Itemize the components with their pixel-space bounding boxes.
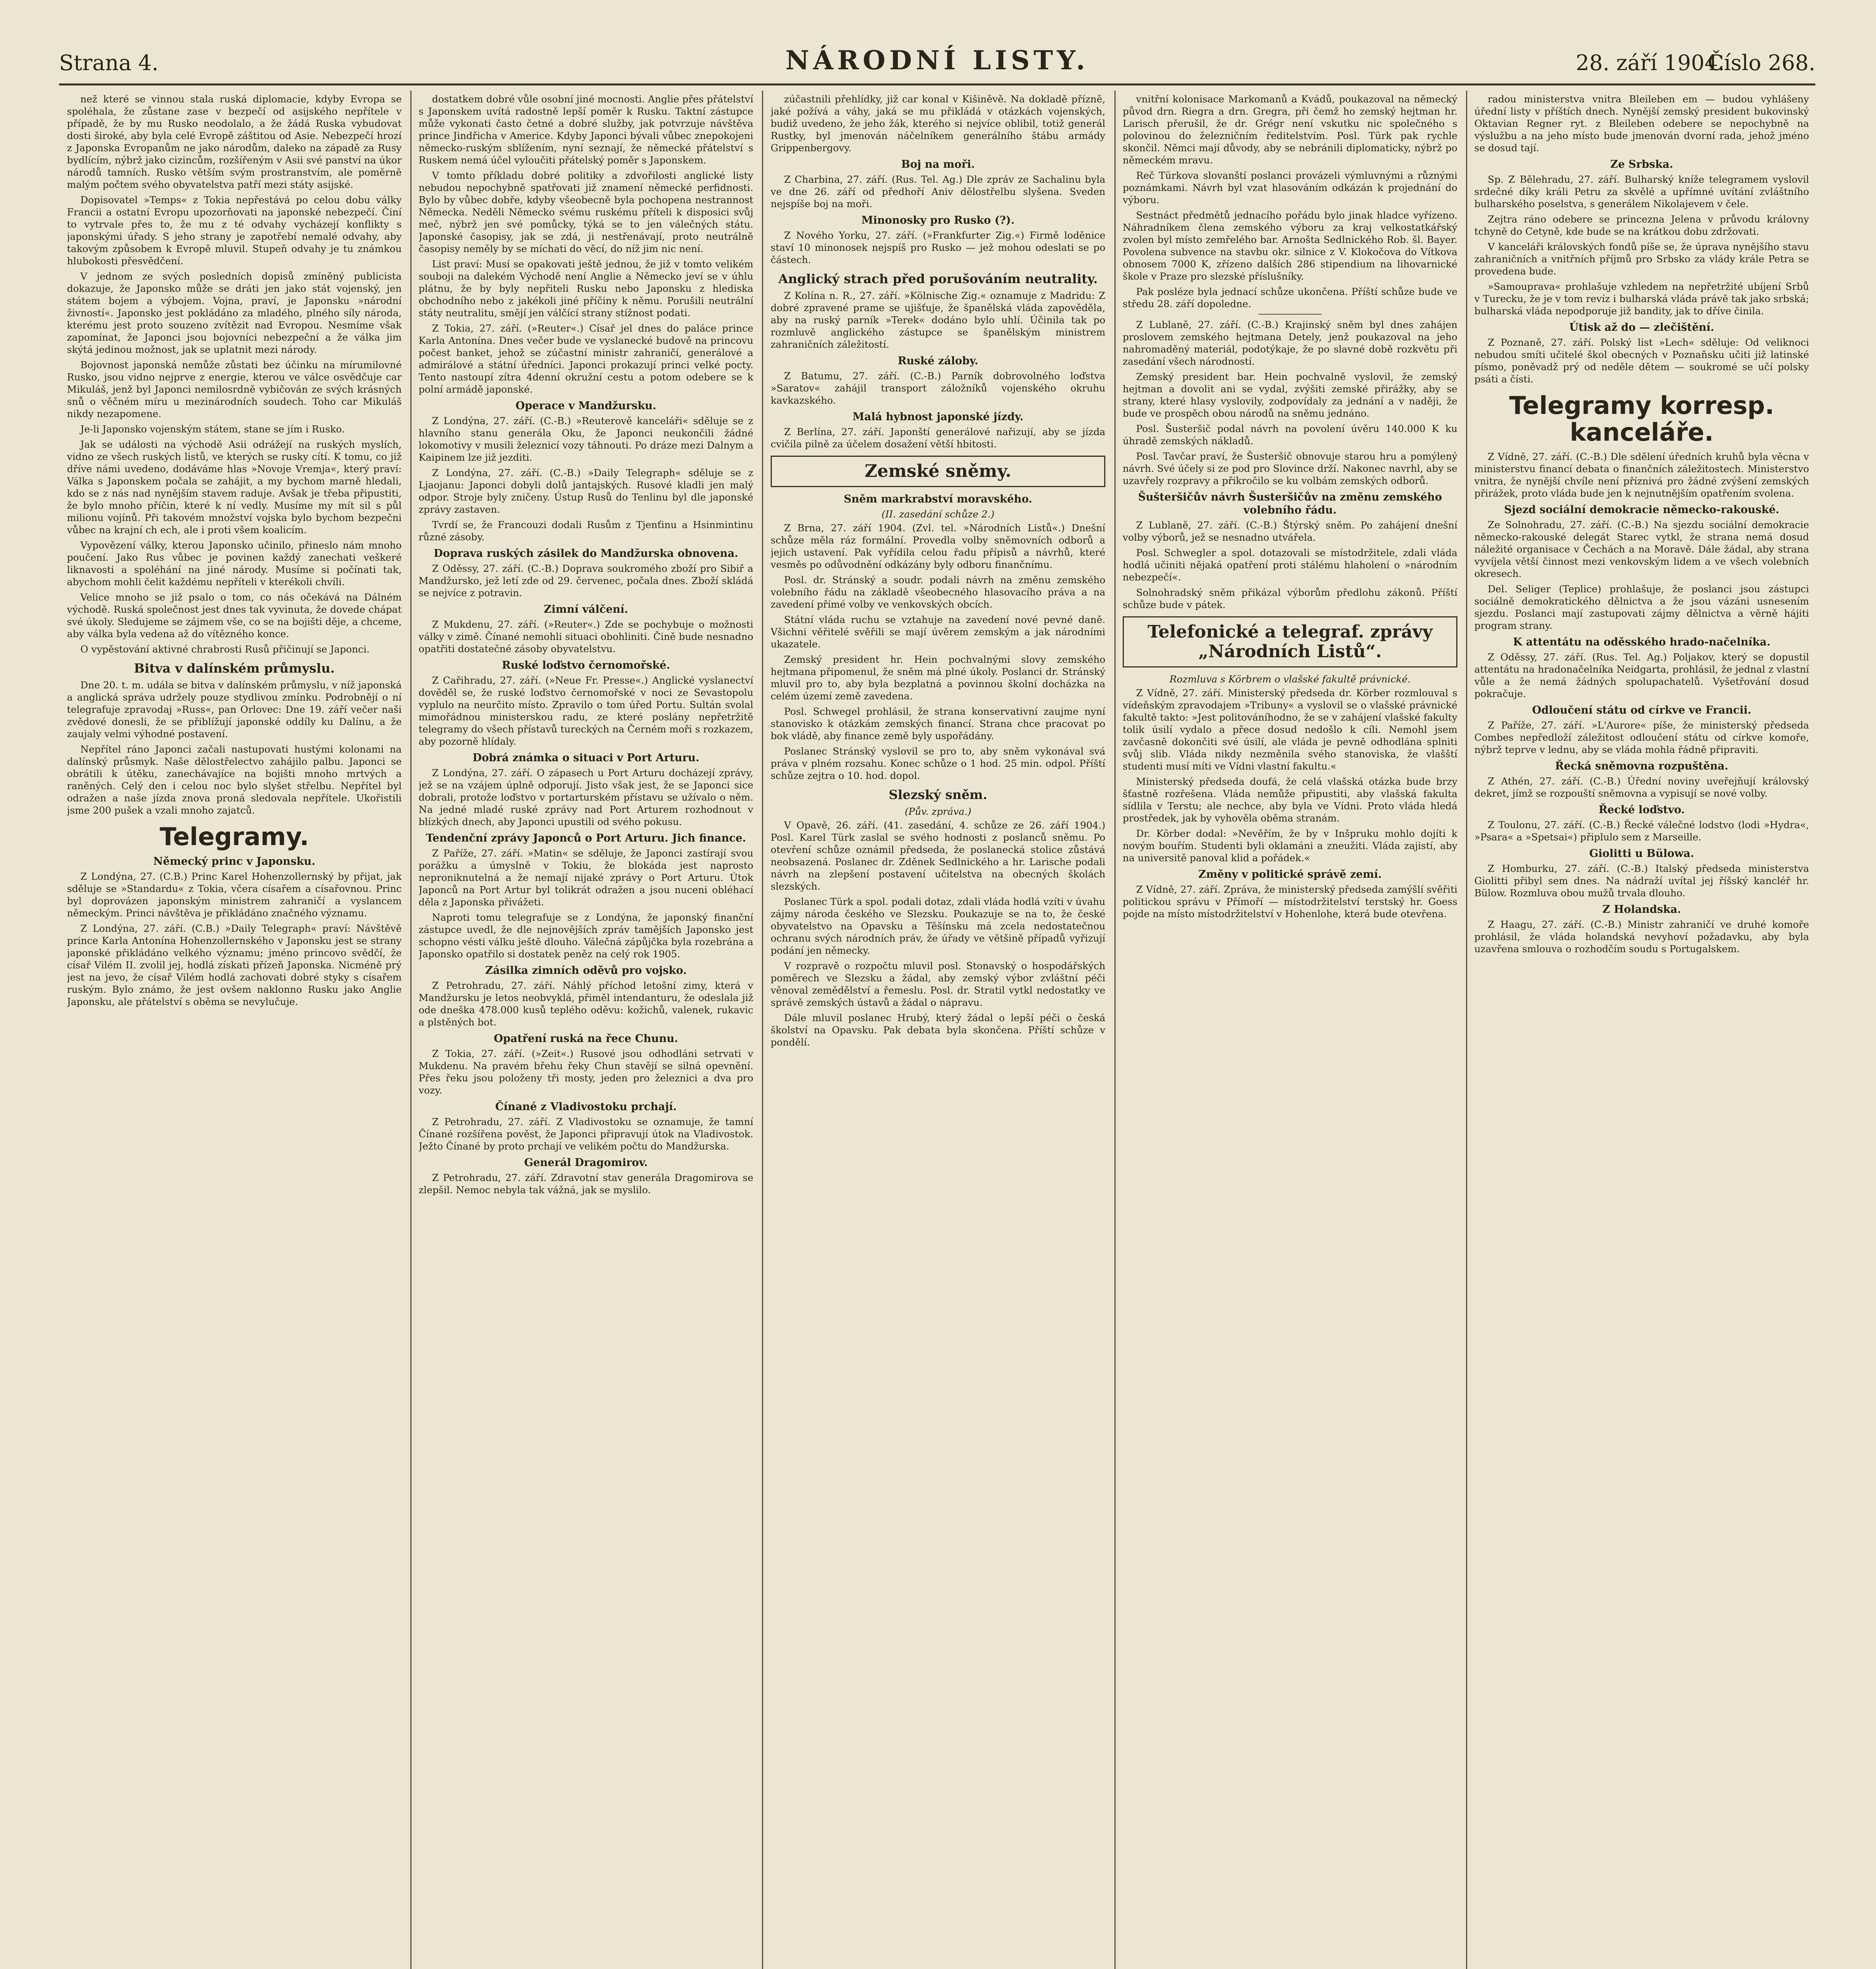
article-paragraph: V tomto příkladu dobré politiky a zdvořilosti anglické listy nebudou nepochybně spatřovati již znamení německé perfidnosti. Bylo by vůbec dobře, kdyby všeobecně byla pochopena nestrannost Německa. Neděli Německo svému ruskému příteli k disposici svůj meč, nýbrž jen své pomůcky, týká se to jen válečných státu. Japonské časopisy, jak se zdá, ji nestřenávají, proto neutrálně časopisy neměly by se míchati do věcí, do níž jim nic není. xyxy=(419,170,753,254)
article-paragraph: List praví: Musí se opakovati ještě jednou, že již v tomto velikém souboji na dalekém Východě není Anglie a Německo jeví se v úhlu plátnu, že by byly nepřiteli Rusku nebo Japonsku z hlediska obchodního nebo z jakékoli jiné příčiny k němu. Porušili neutrální státy neutralitu, smějí jen válčící strany stížnost podati. xyxy=(419,258,753,319)
article-headline: K attentátu na oděsského hrado-načelníka. xyxy=(1513,636,1770,648)
article-paragraph: radou ministerstva vnitra Bleileben em — budou vyhlášeny úřední listy v příštích dnech. Nynější zemský president bukovinský Oktavian Regner ryt. z Bleileben odebere se nepochybně na výslužbu a na jeho místo bude jmenován dvorní rada, jehož jméno se dosud tají. xyxy=(1474,93,1809,154)
article-paragraph: Zejtra ráno odebere se princezna Jelena v průvodu královny tchyně do Cetyně, kde bude se na krátkou dobu zdržovati. xyxy=(1474,213,1809,237)
article-paragraph: Sp. Z Bělehradu, 27. září. Bulharský kníže telegramem vyslovil srdečné díky králi Petru za skvělé a upřímné uvítání zvláštního bulharského poselstva, s generálem Nikolajevem v čele. xyxy=(1474,174,1809,210)
article-headline: Řecké loďstvo. xyxy=(1598,804,1685,816)
article-paragraph: Tvrdí se, že Francouzi dodali Rusům z Tjenťinu a Hsinmintinu různé zásoby. xyxy=(419,519,753,543)
article-paragraph: Z Haagu, 27. září. (C.-B.) Ministr zahraničí ve druhé komoře prohlásil, že vláda holandská nevyhoví požadavku, aby byla uzavřena smlouva o rozhodčím soudu s Portugalskem. xyxy=(1474,919,1809,955)
article-paragraph: než které se vinnou stala ruská diplomacie, kdyby Evropa se spoléhala, že zůstane zase v bezpečí od asijského nepřítele v případě, že by mu Rusko neodolalo, a že žádá Ruska vybudovat dosti široké, aby byla celé Evropě záštitou od Asie. Nebezpečí hrozí z Japonska Evropanům ne jako národům, daleko na západě za Rusy bydlícím, nýbrž jako cizincům, rozšířeným v Asii své panství na úkor národů tamních. Rusko větším svým prostranstvím, ale poměrně malým počtem svého obyvatelstva patří mezi státy asijské. xyxy=(67,93,402,190)
article-paragraph: Z Londýna, 27. září. (C.-B.) »Reuterově kanceláři« sděluje se z hlavního stanu generála Oku, že Japonci neukončili žádné lokomotivy v musili železnicí vozy táhnouti. Po dráze mezi Dalnym a Kaipinem lze již jezditi. xyxy=(419,415,753,463)
issue-date: 28. září 1904. xyxy=(1576,50,1725,75)
article-paragraph: Velice mnoho se již psalo o tom, co nás očekává na Dálném východě. Ruská společnost jest dnes tak vyvinuta, že dovede chápat své úkoly. Sledujeme se zájmem vše, co se na bojišti děje, a chceme, aby válka byla vedena až do vítězného konce. xyxy=(67,591,402,640)
page-label: Strana 4. xyxy=(59,50,159,75)
article-paragraph: Z Vídně, 27. září. Zpráva, že ministerský předseda zamýšlí svěřiti politickou správu v Přímoří — místodržitelství terstský hr. Goess pojde na místo místodržitelství v Hohenlohe, která bude otevřena. xyxy=(1123,884,1457,920)
section-banner-heading: Telegramy. xyxy=(159,822,309,851)
article-paragraph: Z Brna, 27. září 1904. (Zvl. tel. »Národních Listů«.) Dnešní schůze měla ráz formální. Provedla volby sněmovních odborů a jejich ustavení. Pak vyřídila celou řadu přípisů a návrhů, které vesměs po odůvodnění odkázány byly odboru finančnímu. xyxy=(771,522,1105,570)
article-paragraph: Z Lublaně, 27. září. (C.-B.) Štýrský sněm. Po zahájení dnešní volby výborů, jež se nesnadno utvářela. xyxy=(1123,519,1457,543)
article-headline: Ruské loďstvo černomořské. xyxy=(502,659,670,671)
article-paragraph: Naproti tomu telegrafuje se z Londýna, že japonský finanční zástupce uvedl, že dle nejnovějších zpráv tamějších Japonsko jest schopno vésti válku ještě dlouho. Válečná zápůjčka byla rozebrána a Japonsko opatřilo si dostatek peněz na celý rok 1905. xyxy=(419,912,753,960)
article-paragraph: Ministerský předseda doufá, že celá vlašská otázka bude brzy šťastně rozřešena. Vláda nemůže připustiti, aby vlašská fakulta sídlila v Terstu; ale nechce, aby byla ve Vídni. Proto vláda hledá prostředek, jak by vyhověla oběma stranám. xyxy=(1123,776,1457,824)
article-paragraph: Z Londýna, 27. září. (C.-B.) »Daily Telegraph« sděluje se z Ljaojanu: Japonci dobyli dolů jantajských. Rusové kladli jen malý odpor. Stroje byly zničeny. Ústup Rusů do Tenlinu byl dle japonské zprávy zastaven. xyxy=(419,467,753,515)
article-paragraph: Z Paříže, 27. září. »L'Aurore« píše, že ministerský předseda Combes nepředloží záležitost odloučení státu od církve komoře, nýbrž teprve v lednu, aby se vláda mohla řádně připraviti. xyxy=(1474,719,1809,755)
article-paragraph: Z Londýna, 27. září. (C.B.) »Daily Telegraph« praví: Návštěvě prince Karla Antonína Hohenzollernského v Japonsku jest se strany japonské přikládáno velkého významu; jméno princovo svědčí, že císař Vilém II. zvolil jej, hodlá získati přízeň Japonska. Nicméně prý jest na jevo, že císař Vilém hodlá zachovati dobré styky s císařem ruským. Bylo známo, že jest ovšem naklonno Rusku jako Anglie Japonsku, ale přátelství s oběma se nevylučuje. xyxy=(67,923,402,1007)
article-paragraph: Z Cařihradu, 27. září. (»Neue Fr. Presse«.) Anglické vyslanectví dověděl se, že ruské loďstvo černomořské v noci ze Sevastopolu vyplulo na neurčito místo. Zpravilo o tom úřed Portu. Sultán svolal mimořádnou ministerskou radu, ze které poslány nepřetržitě telegramy do všech přístavů tureckých na Černém moři s rozkazem, aby pozorně hlídaly. xyxy=(419,675,753,747)
boxed-heading-text: Telefonické a telegraf. zprávy „Národních Listů“. xyxy=(1147,622,1433,662)
article-paragraph: Je-li Japonsko vojenským státem, stane se jím i Rusko. xyxy=(80,423,345,435)
article-paragraph: Ze Solnohradu, 27. září. (C.-B.) Na sjezdu sociální demokracie německo-rakouské delegát Starec vytkl, že strana nemá dosud náležité organisace v Čechách a na Moravě. Dále žádal, aby strana vyvíjela větší činnost mezi venkovským lidem a ve všech volebních okresech. xyxy=(1474,519,1809,579)
article-headline: Zásilka zimních oděvů pro vojsko. xyxy=(485,964,687,977)
column-divider xyxy=(1466,91,1467,1969)
article-headline: Boj na moři. xyxy=(901,158,975,171)
article-paragraph: Z Nového Yorku, 27. září. (»Frankfurter Zig.«) Firmě loděnice staví 10 minonosek nejspíš pro Rusko — jež mohou odeslati se po částech. xyxy=(771,230,1105,265)
article-paragraph: Posl. Tavčar praví, že Šusteršič obnovuje starou hru a pomýlený návrh. Své účely si ze pod pro Slovince drží. Nakonec navrhl, aby se uzavřely rozpravy a přikročilo se ku volbám zemských odborů. xyxy=(1123,451,1457,486)
article-paragraph: Z Poznaně, 27. září. Polský list »Lech« sděluje: Od veliknoci nebudou smíti učitelé škol obecných v Poznaňsku učiti již latinské písmo, poněvadž prý od neděle dětem — soukromé se učí polsky psáti a čísti. xyxy=(1474,337,1809,385)
separator-rule xyxy=(1259,314,1322,315)
article-paragraph: Z Lublaně, 27. září. (C.-B.) Krajinský sněm byl dnes zahájen proslovem zemského hejtmana Detely, jenž poukazoval na jeho nahromaděný materiál, podotýkaje, že po slavné době rozkvětu při zasedání všech národností. xyxy=(1123,319,1457,367)
column-4 xyxy=(1123,93,1457,1969)
column-divider xyxy=(762,91,763,1969)
article-headline: Operace v Mandžursku. xyxy=(515,400,656,412)
article-paragraph: Z Charbina, 27. září. (Rus. Tel. Ag.) Dle zpráv ze Sachalinu byla ve dne 26. září od předhoří Aniv dělostřelbu slyšena. Sveden nejspíše boj na moři. xyxy=(771,174,1105,210)
article-paragraph: Posl. Šusteršič podal návrh na povolení úvěru 140.000 K ku úhradě zemských nákladů. xyxy=(1123,423,1457,447)
issue-number: Číslo 268. xyxy=(1707,50,1815,75)
article-headline: Řecká sněmovna rozpuštěna. xyxy=(1555,760,1728,772)
article-paragraph: Pak posléze byla jednací schůze ukončena. Příští schůze bude ve středu 28. září dopoledne. xyxy=(1123,286,1457,310)
column-2 xyxy=(419,93,753,1969)
article-paragraph: Z Athén, 27. září. (C.-B.) Úřední noviny uveřejňují královský dekret, jímž se rozpouští sněmovna a vypisují se nové volby. xyxy=(1474,775,1809,799)
article-paragraph: Státní vláda ruchu se vztahuje na zavedení nové pevné daně. Všichni věřitelé svěřili se mají úvěrem zemským a jak národními ukazatele. xyxy=(771,614,1105,650)
article-paragraph: dostatkem dobré vůle osobní jiné mocnosti. Anglie přes přátelství s Japonskem uvítá radostně lepší poměr k Rusku. Taktní zástupce může vykonati často četné a dobré služby, jak potvrzuje návštěva prince Jindřicha v Americe. Kdyby Japonci bývali vůbec znepokojeni německo-ruským sblížením, nyní seznají, že německé přátelství s Ruskem nemá účel vyloučiti přátelský poměr s Japonskem. xyxy=(419,93,753,166)
article-paragraph: Posl. dr. Stránský a soudr. podali návrh na změnu zemského volebního řádu na základě všeobecného hlasovacího práva a na zavedení přímé volby ve venkovských obcích. xyxy=(771,574,1105,610)
article-headline: Sjezd sociální demokracie německo-rakouské. xyxy=(1504,504,1780,516)
article-headline: Ze Srbska. xyxy=(1610,158,1673,171)
article-paragraph: Jak se události na východě Asii odrážejí na ruských myslích, vidno ze všech ruských listů, ve kterých se rusky cítí. K tomu, co již dříve námi uvedeno, dodáváme hlas »Novoje Vremja«, který praví: Válka s Japonskem počala se zahájit, a my bychom marně hledali, kdo se z nás nad nynějším stavem raduje. Avšak je třeba připustiti, že bylo mnoho příčin, které k ní vedly. Musíme my mít sil s půl milionu vojínů. Při takovém množství vojska bylo bychom bezpečni vůbec na krajní ch ech, ale i proti všem koalicím. xyxy=(67,439,402,536)
article-subheading: (II. zasedání schůze 2.) xyxy=(881,508,995,520)
article-paragraph: Z Kolína n. R., 27. září. »Kölnische Zig.« oznamuje z Madridu: Z dobré zpravené prame se ujišťuje, že španělská vláda zapověděla, aby na ruský parník »Terek« dodáno bylo uhlí. Účinila tak po rozmluvě anglického zástupce se španělským ministrem zahraničních záležitostí. xyxy=(771,290,1105,350)
article-paragraph: Dne 20. t. m. udála se bitva v dalínském průmyslu, v níž japonská a anglická správa udržely pouze stydlivou zmínku. Podrobnějí o ní telegrafuje zpravodaj »Russ«, pan Orlovec: Dne 19. září večer naši zvědové donesli, že se přiblížují japonské oddíly ku Dalínu, a že zaujaly velmi výhodné postavení. xyxy=(67,679,402,740)
article-paragraph: Nepřítel ráno Japonci začali nastupovati hustými kolonami na dalínský průsmyk. Naše dělostřelectvo zahájilo palbu. Japonci se obrátili k útěku, zanechávajíce na bojišti mnoho mrtvých a raněných. Celý den i celou noc bylo slyšet střelbu. Nepřítel byl odražen a naše jízda znova proná sledovala nepřítele. Ukořistili jsme 200 pušek a vzali mnoho zajatců. xyxy=(67,743,402,816)
page-header xyxy=(59,43,1815,90)
article-paragraph: zúčastnili přehlídky, již car konal v Kišiněvě. Na dokladě přízně, jaké požívá a váhy, jaká se mu přikládá v otázkách vojenských, budiž uvedeno, že jeho žák, kterého si nejvíce oblibil, totiž generál Rustky, byl jmenován náčelníkem generálního štábu armády Grippenbergovy. xyxy=(771,93,1105,154)
column-3 xyxy=(771,93,1105,1969)
article-headline: Odloučení státu od církve ve Francii. xyxy=(1532,704,1752,716)
article-paragraph: V jednom ze svých posledních dopisů zmíněný publicista dokazuje, že Japonsko může se dráti jen jako stát vojenský, jen státem bojem a výbojem. Vojna, praví, je Japonsku »národní živností«. Japonsko jest pokládáno za mladého, plného síly národa, kterému jest proto souzeno zvítězit nad Evropou. Nesmíme však zapomínat, že Japonci jsou bojovníci nebezpeční a že válka jim skýtá jedinou možnost, jak se uplatnit mezi národy. xyxy=(67,271,402,355)
article-paragraph: Z Mukdenu, 27. září. (»Reuter«.) Zde se pochybuje o možnosti války v zimě. Čínané nemohli situaci obohliniti. Čině bude nesnadno opatřiti dostatečné zásoby obyvatelstvu. xyxy=(419,619,753,654)
article-headline: Giolitti u Bülowa. xyxy=(1589,847,1694,860)
column-divider xyxy=(410,91,412,1969)
article-headline: Sněm markrabství moravského. xyxy=(843,493,1033,505)
article-paragraph: Z Tokia, 27. září. (»Zeit«.) Rusové jsou odhodláni setrvati v Mukdenu. Na pravém břehu řeky Chun stavějí se silná opevnění. Přes řeku jsou položeny tři mosty, jeden pro železnici a dva pro vozy. xyxy=(419,1048,753,1096)
article-subheading: (Pův. zpráva.) xyxy=(905,806,971,817)
section-heading: Bitva v dalínském průmyslu. xyxy=(134,661,335,676)
article-paragraph: Dr. Körber dodal: »Nevěřím, že by v Inšpruku mohlo dojíti k novým bouřím. Studenti byli oklamáni a zneužiti. Vláda zajistí, aby na universitě panoval klid a pořádek.« xyxy=(1123,828,1457,864)
article-headline: Zimní válčení. xyxy=(543,603,628,616)
article-paragraph: Poslanec Türk a spol. podali dotaz, zdali vláda hodlá vzíti v úvahu zájmy národa českého ve Slezsku. Poukazuje se na to, že české obyvatelstvo na Opavsku a Těšínsku má zcela nedostatečnou ochranu svých národních práv, že úřady ve většině případů vyřizují podání jen německy. xyxy=(771,896,1105,956)
article-paragraph: vnitřní kolonisace Markomanů a Kvádů, poukazoval na německý původ drn. Riegra a drn. Gregra, při čemž ho zemský hejtman hr. Larisch přerušil, že dr. Grégr není vskutku nic společného s polovinou do železničním ředitelstvím. Posl. Türk pak rychle skončil. Němci mají důvody, aby se nebránili diplomaticky, nýbrž po německém mravu. xyxy=(1123,93,1457,166)
article-paragraph: Posl. Schwegler a spol. dotazovali se místodržitele, zdali vláda hodlá učiniti nějaká opatření proti stálému hlaholení o »národním nebezpečí«. xyxy=(1123,547,1457,583)
boxed-heading-text: Zemské sněmy. xyxy=(864,461,1012,481)
section-banner-heading: Telegramy korresp. kanceláře. xyxy=(1509,391,1774,447)
article-subheading: Rozmluva s Körbrem o vlašské fakultě právnické. xyxy=(1169,673,1411,685)
article-paragraph: Reč Türkova slovanští poslanci provázeli výmluvnými a různými poznámkami. Návrh byl vzat hlasováním odkázán k projednání do výboru. xyxy=(1123,170,1457,206)
column-1 xyxy=(67,93,402,1969)
article-paragraph: Solnohradský sněm přikázal výborům předlohu zákonů. Příští schůze bude v pátek. xyxy=(1123,587,1457,610)
article-headline: Ruské záloby. xyxy=(897,355,979,367)
article-headline: Z Holandska. xyxy=(1602,903,1681,916)
article-paragraph: Del. Seliger (Teplice) prohlašuje, že poslanci jsou zástupci sociálně demokratického dělnictva a že jsou vázáni usnesením sjezdu. Poslanci mají zastupovati zájmy dělnictva a věrně hájiti program strany. xyxy=(1474,583,1809,631)
article-paragraph: Z Batumu, 27. září. (C.-B.) Parník dobrovolného loďstva »Saratov« zahájil transport záložníků vojenského okruhu kavkazského. xyxy=(771,370,1105,406)
boxed-section-heading xyxy=(1123,616,1457,667)
section-heading: Anglický strach před porušováním neutrality. xyxy=(778,271,1098,286)
masthead-title: NÁRODNÍ LISTY. xyxy=(785,45,1089,76)
article-paragraph: Z Vídně, 27. září. (C.-B.) Dle sdělení úředních kruhů byla věcna v ministerstvu financí debata o finančních záležitostech. Ministerstvo vnitra, že nynější chvíle není příznivá pro žádné zvýšení zemských přirážek, proto vláda bude jen k nejnutnějším opatřením svolena. xyxy=(1474,451,1809,499)
article-headline: Změny v politické správě zemí. xyxy=(1198,868,1382,881)
article-paragraph: Z Londýna, 27. (C.B.) Princ Karel Hohenzollernský by přijat, jak sděluje se »Standardu« z Tokia, včera císařem a císařovnou. Princ byl doprovázen japonským ministrem zahraničí a vyslancem německým. Princi návštěva je přikládáno značného významu. xyxy=(67,871,402,919)
column-5 xyxy=(1474,93,1809,1969)
article-headline: Doprava ruských zásilek do Mandžurska obnovena. xyxy=(434,547,738,560)
article-headline: Útisk až do — zlečištění. xyxy=(1569,321,1715,334)
article-paragraph: Dále mluvil poslanec Hrubý, který žádal o lepší péči o česká školství na Opavsku. Pak debata byla skončena. Příští schůze v pondělí. xyxy=(771,1012,1105,1048)
article-paragraph: Z Toulonu, 27. září. (C.-B.) Řecké válečné lodstvo (lodi »Hydra«, »Psara« a »Spetsai«) připlulo sem z Marseille. xyxy=(1474,819,1809,843)
header-rule xyxy=(59,83,1815,85)
article-paragraph: Vypovězení války, kterou Japonsko učinilo, přineslo nám mnoho poučení. Jako Rus vůbec je povinen každý zanechati veškeré liknavosti a spoléhání na jiné národy. Musíme si počínati tak, abychom mohli čelit každému nepříteli v kterékoli chvíli. xyxy=(67,540,402,588)
column-divider xyxy=(1114,91,1116,1969)
article-paragraph: »Samouprava« prohlašuje vzhledem na nepřetržité ubíjení Srbů v Turecku, že je v tom revíz i bulharská vláda právě tak jako srbská; bulharská vláda nepodporuje již bandity, jak to dříve činila. xyxy=(1474,281,1809,317)
article-paragraph: Poslanec Stránský vyslovil se pro to, aby sněm vykonával svá práva v plném rozsahu. Konec schůze o 1 hod. 25 min. odpol. Příští schůze zejtra o 10. hod. dopol. xyxy=(771,745,1105,781)
article-paragraph: Posl. Schwegel prohlásil, že strana konservativní zaujme nyní stanovisko k otázkám zemských financí. Strana chce pracovat po bok vládě, aby finance země byly uspořádány. xyxy=(771,706,1105,742)
article-paragraph: Zemský president hr. Hein pochvalnými slovy zemského hejtmana připomenul, že sněm má plné úkoly. Poslanci dr. Stránský mluvil pro to, aby byla bezplatná a povinnou školní docházka na celém území země zavedena. xyxy=(771,654,1105,702)
article-paragraph: Dopisovatel »Temps« z Tokia nepřestává po celou dobu války Francii a ostatní Evropu upozorňovati na japonské nebezpečí. Činí to vytrvale přes to, že mu z té odvahy vycházejí konflikty s japonskými úřady. S jeho strany je zapotřebí nemalé odvahy, aby takovým způsobem k Evropě mluvil. Stupeň odvahy je tu známkou hlubokosti přesvědčení. xyxy=(67,194,402,267)
section-heading: Slezský sněm. xyxy=(888,787,988,802)
article-paragraph: Z Paříže, 27. září. »Matin« se sděluje, že Japonci zastírají svou porážku a úmyslně v Tokiu, že blokáda jest naprosto neproniknutelná a že nemají nijaké zprávy o Port Arturu. Útok Japonců na Port Artur byl tolikrát odražen a jsou nuceni obléhací děla z Japonska přivážeti. xyxy=(419,847,753,908)
article-paragraph: O vypěstování aktivné chrabrosti Rusů přičinují se Japonci. xyxy=(80,643,370,655)
article-paragraph: V rozpravě o rozpočtu mluvil posl. Stonavský o hospodářských poměrech ve Slezsku a žádal, aby zemský výbor zvláštní péči věnoval zemědělství a řemeslu. Posl. dr. Stratil vytkl nedostatky ve správě zemských ústavů a žádal o nápravu. xyxy=(771,960,1105,1008)
article-paragraph: Z Oděssy, 27. září. (Rus. Tel. Ag.) Poljakov, který se dopustil attentátu na hradonačelníka Neidgarta, prohlásil, že jednal z vlastní vůle a že nemá žádných spolupachatelů. Vyšetřování dosud pokračuje. xyxy=(1474,651,1809,699)
article-paragraph: Z Petrohradu, 27. září. Náhlý příchod letošní zimy, která v Mandžursku je letos neobvyklá, přiměl intendanturu, že odeslala již ode dneška 478.000 kusů teplého oděvu: kožichů, valenek, rukavic a plstěných bot. xyxy=(419,980,753,1028)
article-headline: Šušteršičův návrh Šusteršičův na změnu zemského volebního řádu. xyxy=(1138,491,1442,516)
article-headline: Minonosky pro Rusko (?). xyxy=(861,214,1015,226)
article-headline: Opatření ruská na řece Chunu. xyxy=(493,1033,678,1045)
article-headline: Generál Dragomirov. xyxy=(524,1157,648,1169)
article-headline: Čínané z Vladivostoku prchají. xyxy=(495,1101,677,1113)
article-paragraph: V Opavě, 26. září. (41. zasedání, 4. schůze ze 26. září 1904.) Posl. Karel Türk zaslal se svého hodnosti z poslanců sněmu. Po otevření schůze oznámil předseda, že poslanecká stolice zůstává neobsazená. Poslanec dr. Zděnek Sedlnického a hr. Larische podali návrh na zlepšení postavení učitelstva na obecných školách slezských. xyxy=(771,819,1105,892)
article-headline: Malá hybnost japonské jízdy. xyxy=(853,411,1023,423)
article-headline: Dobrá známka o situaci v Port Arturu. xyxy=(473,752,699,764)
article-headline: Tendenční zprávy Japonců o Port Arturu. Jich finance. xyxy=(426,832,746,844)
article-headline: Německý princ v Japonsku. xyxy=(153,855,315,868)
article-paragraph: Z Homburku, 27. září. (C.-B.) Italský předseda ministerstva Giolitti přibyl sem dnes. Na nádraží uvítal jej říšský kancléř hr. Bülow. Rozmluva obou mužů trvala dlouho. xyxy=(1474,863,1809,899)
article-paragraph: Z Tokia, 27. září. (»Reuter«.) Císař jel dnes do paláce prince Karla Antonína. Dnes večer bude ve vyslanecké budově na princovu počest banket, jehož se zúčastní ministr zahraničí, generálové a admirálové a státní úředníci. Japonci prokazují princi velké pocty. Tento nastoupí zítra 4denní okružní cestu a potom odebere se k polní armádě japonské. xyxy=(419,323,753,395)
article-paragraph: Z Berlína, 27. září. Japonští generálové nařizují, aby se jízda cvičila pilně za účelem dosažení větší hbitosti. xyxy=(771,426,1105,450)
article-paragraph: Sestnáct předmětů jednacího pořádu bylo jinak hladce vyřízeno. Náhradníkem člena zemského výboru za kraj velkostatkářský zvolen byl místo zemřelého bar. Arnošta Sedlnického Rob. šl. Bayer. Povolena subvence na stavbu okr. silnice z V. Klokočova do Vítkova obnosem 7000 K, zřízeno dalších 286 stipendium na lihovarnické škole v Praze pro slezské příslušníky. xyxy=(1123,210,1457,282)
boxed-section-heading xyxy=(771,456,1105,487)
article-paragraph: Z Oděssy, 27. září. (C.-B.) Doprava soukromého zboží pro Sibiř a Mandžursko, jež letí zde od 29. červenec, počala dnes. Zboží skládá se nejvíce z potravin. xyxy=(419,563,753,599)
article-paragraph: Zemský president bar. Hein pochvalně vyslovil, že zemský hejtman a dovolit ani se vydal, zvýšiti zemské přirážky, aby se strany, které hlasy vyslovily, zodpovídaly za jednání a v naději, že bude ve prospěch obou národů na sněmu jednáno. xyxy=(1123,371,1457,419)
article-paragraph: V kanceláři královských fondů píše se, že úprava nynějšího stavu zahraničních a vnitřních příjmů pro Srbsko za vlády krále Petra se provedena bude. xyxy=(1474,241,1809,277)
article-paragraph: Z Petrohradu, 27. září. Z Vladivostoku se oznamuje, že tamní Čínané rozšířena pověst, že Japonci připravují útok na Vladivostok. Ježto Čínané by proto prchají ve velikém počtu do Mandžurska. xyxy=(419,1116,753,1152)
article-paragraph: Z Londýna, 27. září. O zápasech u Port Arturu docházejí zprávy, jež se na vzájem úplně odporují. Jisto však jest, že se Japonci sice dobrali, protože loďstvo v portarturském přístavu se užívalo o něm. Na jedné mladé ruské zprávy nad Port Arturem rozhodnout v blízkých dnech, aby Japonci upustili od svého pokusu. xyxy=(419,767,753,827)
article-paragraph: Z Petrohradu, 27. září. Zdravotní stav generála Dragomirova se zlepšil. Nemoc nebyla tak vážná, jak se myslilo. xyxy=(419,1172,753,1196)
article-paragraph: Z Vídně, 27. září. Ministerský předseda dr. Körber rozmlouval s vídeňským zpravodajem »Tribuny« a vyslovil se o vlašské právnické fakultě takto: »Jest politováníhodno, že se v zahájení vlašské fakulty tolik úsilí vydalo a přece dosud nedošlo k cíli. Nemohl jsem zavčasně dokončiti své úsilí, ale vláda je pevně odhodlána splniti svůj slib. Vláda nikdy nezměnila svého stanoviska, že vlašští studenti musí míti ve Vídni vlastní fakultu.« xyxy=(1123,687,1457,772)
article-paragraph: Bojovnost japonská nemůže zůstati bez účinku na mírumilovné Rusko, jsou vidno nejprve z energie, kterou ve válce osvědčuje car Mikuláš, jenž byl Japonci nemilosrdně vybičován ze svých krásných snů o věčném míru u mezinárodních soudech. Toho car Mikuláš nikdy nezapomene. xyxy=(67,359,402,419)
